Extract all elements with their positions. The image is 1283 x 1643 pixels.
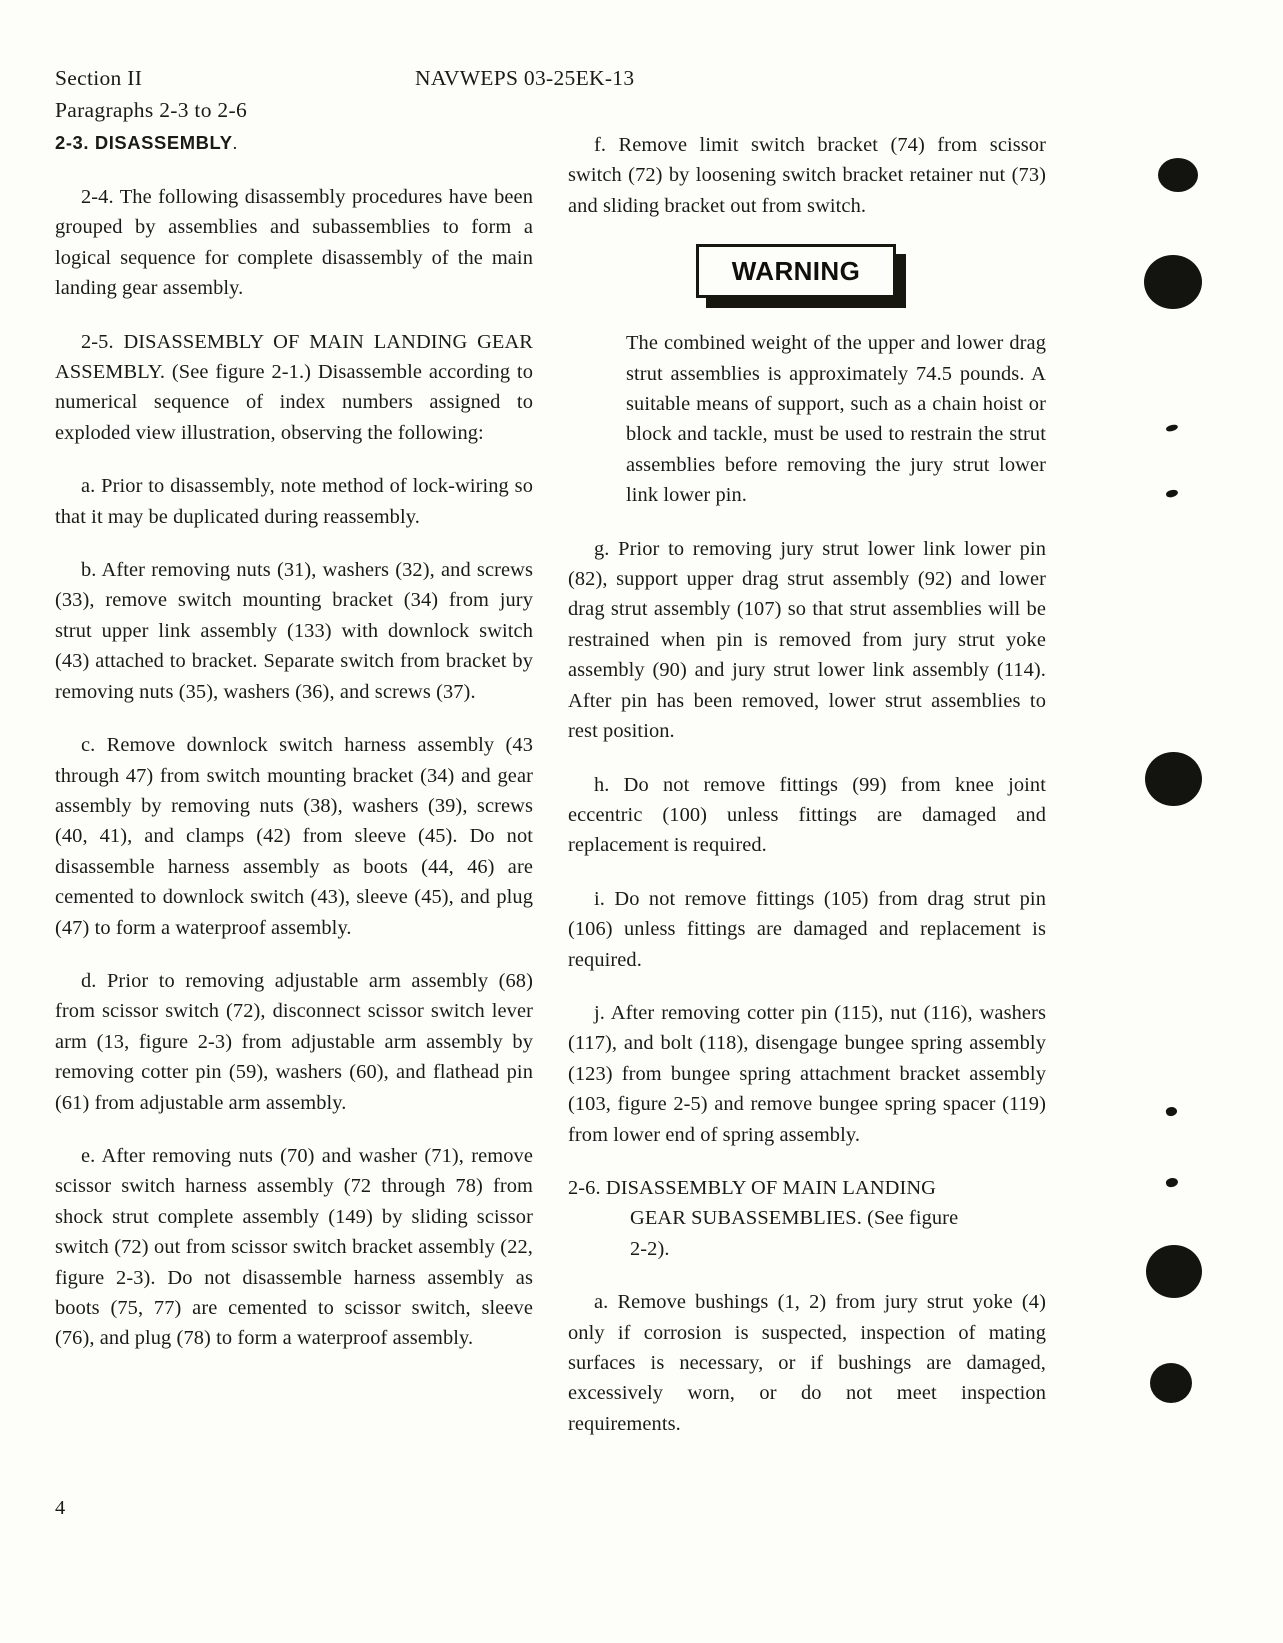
paragraph-d: d. Prior to removing adjustable arm assembly (68) from scissor switch (72), disconnect scissor switch lever arm (13, figure 2-3) from adjustable arm assembly by removing cotter pin (59), washers (60), and flathead pin (61) from adjustable arm assembly. [55, 969, 533, 1114]
paragraph-i: i. Do not remove fittings (105) from drag strut pin (106) unless fittings are damaged and replacement is required. [568, 887, 1046, 971]
manual-number-label: NAVWEPS 03-25EK-13 [415, 66, 635, 90]
page-header [55, 62, 1055, 122]
margin-mark-2 [1144, 255, 1202, 309]
section-heading-2-3 [55, 130, 533, 156]
margin-mark-3 [1165, 423, 1178, 432]
warning-box [696, 244, 896, 298]
left-column [55, 130, 533, 1354]
margin-mark-9 [1150, 1363, 1192, 1403]
page-number: 4 [55, 1497, 66, 1519]
header-left-block [55, 62, 247, 126]
warning-body-text: The combined weight of the upper and lower drag strut assemblies is approximately 74.5 pounds. A suitable means of support, such as a chain hoist or block and tackle, must be used to restrain the strut assemblies before removing the jury strut lower link lower pin. [626, 332, 1046, 507]
paragraph-g: g. Prior to removing jury strut lower link lower pin (82), support upper drag strut assembly (92) and lower drag strut assembly (107) so that strut assemblies will be restrained when pin is removed from jury strut yoke assembly (90) and jury strut lower link assembly (114). After pin has been removed, lower strut assemblies to rest position. [568, 537, 1046, 743]
warning-label: WARNING [731, 256, 861, 287]
right-column [568, 130, 1046, 1439]
section-heading-trailing: . [232, 133, 238, 153]
paragraph-j: j. After removing cotter pin (115), nut (116), washers (117), and bolt (118), disengage bungee spring assembly (123) from bungee spring attachment bracket assembly (103, figure 2-5) and remove bungee spring spacer (119) from lower end of spring assembly. [568, 1001, 1046, 1146]
margin-mark-8 [1146, 1245, 1202, 1298]
paragraph-c: c. Remove downlock switch harness assembly (43 through 47) from switch mounting bracket (34) and gear assembly by removing nuts (38), washers (39), screws (40, 41), and clamps (42) from sleeve (45). Do not disassemble harness assembly as boots (44, 46) are cemented to downlock switch (43), sleeve (45), and plug (47) to form a waterproof assembly. [55, 734, 533, 939]
paragraph-2-4: 2-4. The following disassembly procedures have been grouped by assemblies and subassemblies to form a logical sequence for complete disassembly of the main landing gear assembly. [55, 186, 533, 300]
section-heading-2-6 [568, 1173, 1046, 1264]
margin-mark-7 [1165, 1176, 1179, 1188]
margin-mark-4 [1165, 488, 1179, 498]
section-label: Section II [55, 66, 143, 90]
paragraph-2-5: 2-5. DISASSEMBLY OF MAIN LANDING GEAR ASSEMBLY. (See figure 2-1.) Disassemble according to numerical sequence of index numbers assigned to exploded view illustration, observing the following: [55, 330, 533, 444]
margin-mark-5 [1145, 752, 1202, 806]
margin-mark-6 [1165, 1106, 1178, 1118]
section-heading-2-6-row2: GEAR SUBASSEMBLIES. (See figure [630, 1207, 959, 1230]
paragraph-f: f. Remove limit switch bracket (74) from scissor switch (72) by loosening switch bracket retainer nut (73) and sliding bracket out from switch. [568, 134, 1046, 217]
paragraph-e: e. After removing nuts (70) and washer (71), remove scissor switch harness assembly (72 through 78) from shock strut complete assembly (149) by sliding scissor switch (72) out from scissor switch bracket assembly (22, figure 2-3). Do not disassemble harness assembly as boots (75, 77) are cemented to scissor switch, sleeve (76), and plug (78) to form a waterproof assembly. [55, 1144, 533, 1350]
paragraph-2-6-a: a. Remove bushings (1, 2) from jury strut yoke (4) only if corrosion is suspected, inspection of mating surfaces is necessary, or if bushings are damaged, excessively worn, or do not meet inspection requirements. [568, 1291, 1046, 1435]
section-heading-2-6-row3: 2-2). [630, 1237, 670, 1260]
paragraph-h: h. Do not remove fittings (99) from knee joint eccentric (100) unless fittings are damaged and replacement is required. [568, 773, 1046, 857]
section-heading-title: DISASSEMBLY [94, 132, 233, 153]
section-heading-number: 2-3. [55, 132, 90, 153]
paragraph-a: a. Prior to disassembly, note method of lock-wiring so that it may be duplicated during reassembly. [55, 475, 533, 528]
section-heading-2-6-row1: 2-6. DISASSEMBLY OF MAIN LANDING [568, 1176, 937, 1199]
warning-callout [568, 244, 1046, 306]
paragraph-b: b. After removing nuts (31), washers (32), and screws (33), remove switch mounting bracket (34) from jury strut upper link assembly (133) with downlock switch (43) attached to bracket. Separate switch from bracket by removing nuts (35), washers (36), and screws (37). [55, 559, 533, 703]
margin-mark-1 [1158, 158, 1198, 192]
paragraph-range-label: Paragraphs 2-3 to 2-6 [55, 98, 247, 122]
